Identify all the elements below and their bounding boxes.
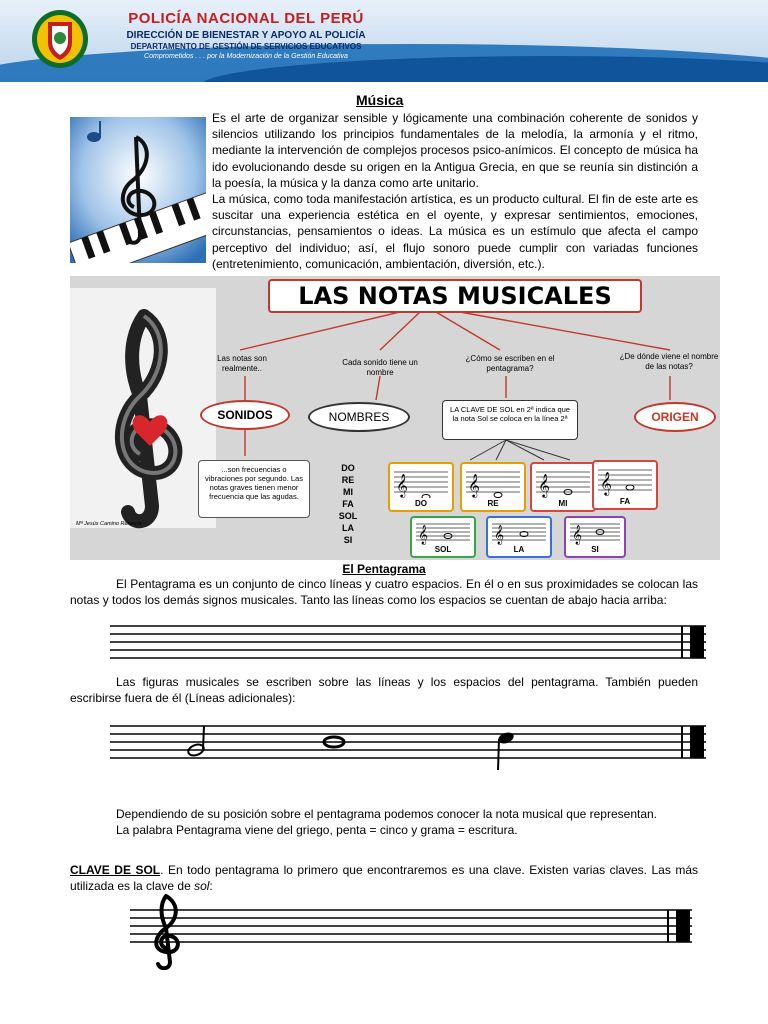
note-name: DO: [341, 463, 355, 473]
svg-text:𝄞: 𝄞: [600, 471, 612, 495]
nombres-node: NOMBRES: [308, 402, 410, 432]
notes-list: [336, 462, 360, 546]
svg-text:𝄞: 𝄞: [418, 525, 429, 545]
org-name: POLICÍA NACIONAL DEL PERÚ: [128, 10, 364, 27]
intro-paragraph-1: Es el arte de organizar sensible y lógicamente una combinación coherente de sonidos y silencios utilizando los principios fundamentales de la melodía, la armonía y el ritmo, mediante la intervención de complejos procesos psico-anímicos. El concepto de música ha ido evolucionando desde su origen en la Antigua Grecia, en que se reunía sin distinción a la poesía, la música y la danza como arte unitario.: [212, 111, 698, 190]
dept-line-2: DEPARTAMENTO DE GESTIÓN DE SERVICIOS EDUCATIVOS: [130, 42, 362, 51]
origen-node: ORIGEN: [634, 402, 716, 432]
note-card-la: 𝄞 LA: [486, 516, 552, 558]
question-2: Cada sonido tiene un nombre: [342, 358, 418, 377]
staff-clef-icon: [532, 464, 594, 498]
treble-clef-icon: [156, 896, 178, 968]
question-1: Las notas son realmente..: [217, 354, 267, 373]
svg-text:𝄞: 𝄞: [494, 525, 505, 545]
svg-text:𝄞: 𝄞: [468, 473, 480, 497]
note-name: RE: [341, 475, 355, 485]
sonidos-description-box: ...son frecuencias o vibraciones por segundo. Las notas graves tienen menor frecuencia que las agudas.: [198, 460, 310, 518]
pentagrama-paragraph-2: Las figuras musicales se escriben sobre las líneas y los espacios del pentagrama. También pueden escribirse fuera de él (Líneas adicionales):: [70, 675, 698, 706]
clave-de-sol-paragraph: CLAVE DE SOL. En todo pentagrama lo primero que encontraremos es una clave. Existen varias claves. Las más utilizada es la clave de sol:: [70, 863, 698, 894]
page-header: [0, 0, 768, 82]
note-card-do: 𝄞 DO: [388, 462, 454, 512]
staff-clef-icon: [594, 462, 656, 496]
note-name: MI: [343, 487, 353, 497]
note-card-re: 𝄞 RE: [460, 462, 526, 512]
concept-map-title: LAS NOTAS MUSICALES: [268, 279, 642, 313]
clave-sol-box: LA CLAVE DE SOL en 2ª indica que la nota Sol se coloca en la línea 2ª: [442, 400, 578, 440]
note-name: SOL: [338, 511, 358, 521]
staff-clef-icon: [390, 464, 452, 498]
staff-clef-icon: [412, 518, 474, 548]
pentagrama-title: El Pentagrama: [342, 562, 426, 576]
svg-text:𝄞: 𝄞: [572, 525, 583, 545]
sonidos-node: SONIDOS: [200, 400, 290, 430]
question-4: ¿De dónde viene el nombre de las notas?: [619, 352, 719, 371]
motto: Comprometidos . . . por la Modernización de la Gestión Educativa: [144, 53, 348, 60]
music-clef-image: [70, 117, 206, 263]
intro-paragraph-2: La música, como toda manifestación artística, es un producto cultural. El fin de este arte es suscitar una experiencia estética en el oyente, y expresar sentimientos, emociones, circunstancias, pensamientos o ideas. La música es un estímulo que afecta el campo perceptivo del individuo; así, el flujo sonoro puede cumplir con variadas funciones (entretenimiento, comunicación, ambientación, diversión, etc.).: [212, 192, 698, 271]
note-name: SI: [343, 535, 353, 545]
pentagrama-paragraph-1: El Pentagrama es un conjunto de cinco líneas y cuatro espacios. En él o en sus proximidades se colocan las notas y todos los demás signos musicales. Tanto las líneas como los espacios se cuentan de abajo hacia arriba:: [70, 577, 698, 608]
clave-de-sol-label: CLAVE DE SOL: [70, 863, 161, 877]
note-card-mi: 𝄞 MI: [530, 462, 596, 512]
dept-line-1: DIRECCIÓN DE BIENESTAR Y APOYO AL POLICÍA: [126, 30, 366, 41]
police-shield-logo: [30, 8, 90, 70]
staff-clef-icon: [488, 518, 550, 548]
note-name: LA: [342, 523, 354, 533]
pentagrama-paragraph-3: Dependiendo de su posición sobre el pentagrama podemos conocer la nota musical que representan. La palabra Pentagrama viene del griego, penta = cinco y grama = escritura.: [116, 807, 658, 838]
staff-clef-icon: [462, 464, 524, 498]
svg-text:𝄞: 𝄞: [396, 473, 408, 497]
staff-clef-icon: [566, 518, 624, 548]
map-author: Mª Jesús Camino Rentería: [76, 521, 142, 527]
note-card-si: 𝄞 SI: [564, 516, 626, 558]
empty-staff: [110, 622, 706, 664]
question-3: ¿Cómo se escriben en el pentagrama?: [465, 354, 555, 373]
intro-text: [212, 110, 698, 272]
note-card-fa: 𝄞 FA: [592, 460, 658, 510]
svg-text:𝄞: 𝄞: [538, 473, 550, 497]
concept-map: [70, 276, 720, 560]
page-title: Música: [356, 92, 404, 108]
treble-clef-staff: [130, 890, 692, 970]
note-card-sol: 𝄞 SOL: [410, 516, 476, 558]
note-name: FA: [342, 499, 354, 509]
staff-with-notes: [110, 722, 706, 774]
